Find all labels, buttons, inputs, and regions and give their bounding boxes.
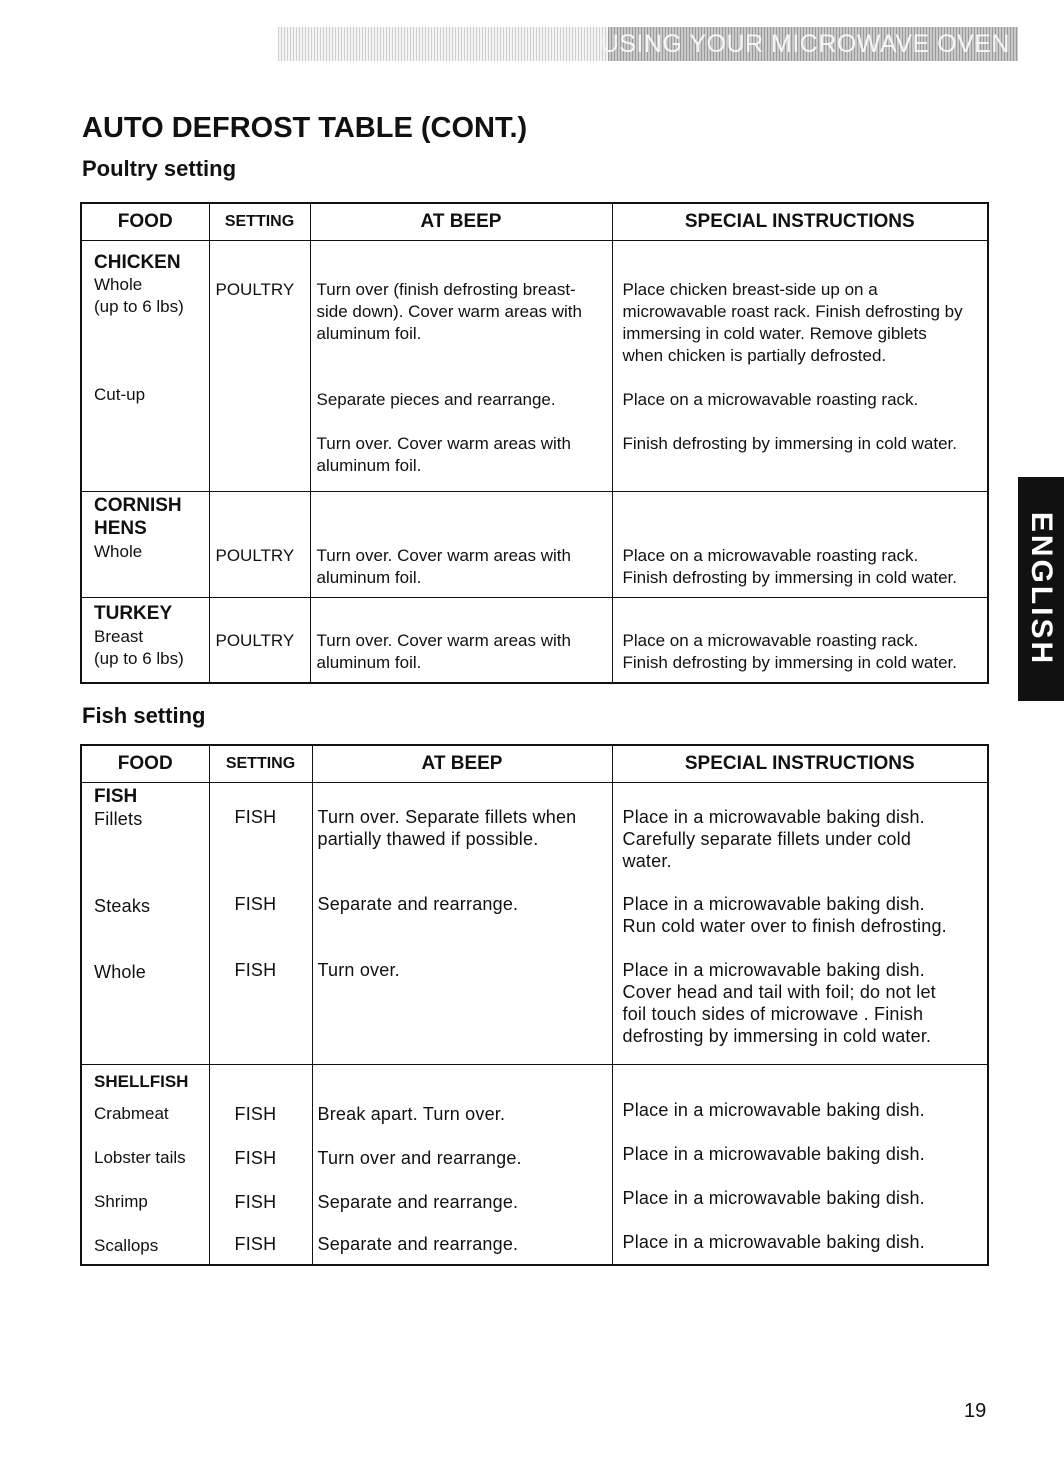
at-beep-cell (310, 492, 612, 598)
food-fish: FISH (94, 786, 138, 807)
column-header-special-instructions: SPECIAL INSTRUCTIONS (612, 745, 988, 783)
instruction-text: Place on a microwavable roasting rack. (622, 390, 919, 409)
setting-cell (209, 492, 310, 598)
instruction-text: Place in a microwavable baking dish. (622, 1232, 925, 1252)
beep-text: partially thawed if possible. (317, 829, 539, 849)
food-cell (81, 598, 209, 683)
instruction-text: Finish defrosting by immersing in cold water. (622, 653, 957, 672)
setting-value: FISH (234, 960, 277, 980)
food-shrimp: Shrimp (94, 1192, 148, 1211)
instructions-cell (612, 598, 988, 683)
instruction-text: defrosting by immersing in cold water. (622, 1026, 932, 1046)
table-row (81, 241, 988, 492)
page-number: 19 (964, 1400, 987, 1422)
chicken-group (81, 241, 988, 492)
food-whole: Whole (94, 962, 147, 982)
beep-text: Turn over. Cover warm areas with (316, 631, 571, 650)
setting-value: FISH (234, 1234, 277, 1254)
beep-text: Turn over. Cover warm areas with (316, 546, 571, 565)
setting-value: POULTRY (215, 631, 295, 650)
setting-value: POULTRY (215, 280, 295, 299)
table-row (81, 783, 988, 1065)
instructions-cell (612, 241, 988, 492)
beep-text: Separate and rearrange. (317, 1192, 519, 1212)
food-hens: HENS (94, 518, 147, 539)
header-banner-text: USING YOUR MICROWAVE OVEN (600, 30, 1010, 58)
at-beep-cell (310, 241, 612, 492)
column-header-setting: SETTING (209, 203, 310, 241)
instructions-cell (612, 492, 988, 598)
beep-text: Turn over. Separate fillets when (317, 807, 577, 827)
instruction-text: Cover head and tail with foil; do not let (622, 982, 936, 1002)
language-side-tab (1018, 477, 1064, 701)
instruction-text: Place chicken breast-side up on a (622, 280, 878, 299)
food-cell (81, 783, 209, 1065)
food-fillets: Fillets (94, 809, 143, 829)
page-title: AUTO DEFROST TABLE (CONT.) (82, 112, 528, 144)
column-header-food: FOOD (81, 203, 209, 241)
instruction-text: Place on a microwavable roasting rack. (622, 546, 919, 565)
poultry-heading: Poultry setting (82, 156, 237, 181)
instruction-text: foil touch sides of microwave . Finish (622, 1004, 924, 1024)
beep-text: Break apart. Turn over. (317, 1104, 506, 1124)
table-row (81, 598, 988, 683)
beep-text: side down). Cover warm areas with (316, 302, 582, 321)
food-chicken: CHICKEN (94, 252, 181, 273)
instruction-text: Finish defrosting by immersing in cold water. (622, 434, 957, 453)
instruction-text: Place on a microwavable roasting rack. (622, 631, 919, 650)
instructions-cell (612, 1065, 988, 1265)
beep-text: Separate and rearrange. (317, 894, 519, 914)
food-breast: Breast (94, 627, 144, 646)
food-cutup: Cut-up (94, 385, 146, 404)
column-header-setting: SETTING (209, 745, 312, 783)
food-lobster-tails: Lobster tails (94, 1148, 186, 1167)
beep-text: aluminum foil. (316, 653, 422, 672)
fish-group (81, 783, 988, 1065)
setting-cell (209, 241, 310, 492)
setting-value: FISH (234, 1148, 277, 1168)
instruction-text: Place in a microwavable baking dish. (622, 1144, 925, 1164)
setting-value: POULTRY (215, 546, 295, 565)
beep-text: Separate pieces and rearrange. (316, 390, 556, 409)
poultry-header-row (81, 203, 988, 241)
food-turkey: TURKEY (94, 603, 173, 624)
instruction-text: Place in a microwavable baking dish. (622, 807, 925, 827)
instruction-text: Finish defrosting by immersing in cold water. (622, 568, 957, 587)
column-header-at-beep: AT BEEP (310, 203, 612, 241)
food-scallops: Scallops (94, 1236, 159, 1255)
setting-cell (209, 783, 312, 1065)
instruction-text: immersing in cold water. Remove giblets (622, 324, 927, 343)
shellfish-group (81, 1065, 988, 1265)
fish-header-row (81, 745, 988, 783)
food-crabmeat: Crabmeat (94, 1104, 169, 1123)
setting-cell (209, 598, 310, 683)
language-side-tab-text: ENGLISH (1025, 511, 1058, 667)
beep-text: Separate and rearrange. (317, 1234, 519, 1254)
beep-text: Turn over and rearrange. (317, 1148, 522, 1168)
table-row (81, 1065, 988, 1265)
beep-text: Turn over. (317, 960, 400, 980)
setting-value: FISH (234, 807, 277, 827)
instruction-text: microwavable roast rack. Finish defrosting by (622, 302, 963, 321)
beep-text: Turn over (finish defrosting breast- (316, 280, 576, 299)
instruction-text: Run cold water over to finish defrosting. (622, 916, 947, 936)
at-beep-cell (312, 783, 612, 1065)
setting-value: FISH (234, 894, 277, 914)
food-steaks: Steaks (94, 896, 151, 916)
at-beep-cell (310, 598, 612, 683)
instruction-text: Place in a microwavable baking dish. (622, 1100, 925, 1120)
beep-text: Turn over. Cover warm areas with (316, 434, 571, 453)
poultry-table (80, 202, 989, 684)
food-cell (81, 492, 209, 598)
header-banner (278, 27, 1018, 61)
cornish-hens-group (81, 492, 988, 598)
instruction-text: Place in a microwavable baking dish. (622, 1188, 925, 1208)
food-cornish: CORNISH (94, 495, 182, 516)
column-header-at-beep: AT BEEP (312, 745, 612, 783)
setting-value: FISH (234, 1192, 277, 1212)
instruction-text: water. (622, 851, 672, 871)
instruction-text: Place in a microwavable baking dish. (622, 894, 925, 914)
column-header-food: FOOD (81, 745, 209, 783)
turkey-group (81, 598, 988, 683)
food-note: (up to 6 lbs) (94, 297, 184, 316)
beep-text: aluminum foil. (316, 456, 422, 475)
food-whole: Whole (94, 275, 143, 294)
fish-heading: Fish setting (82, 703, 206, 728)
setting-value: FISH (234, 1104, 277, 1124)
food-note: (up to 6 lbs) (94, 649, 184, 668)
food-shellfish: SHELLFISH (94, 1072, 189, 1091)
beep-text: aluminum foil. (316, 324, 422, 343)
column-header-special-instructions: SPECIAL INSTRUCTIONS (612, 203, 988, 241)
food-whole: Whole (94, 542, 143, 561)
setting-cell (209, 1065, 312, 1265)
instruction-text: Carefully separate fillets under cold (622, 829, 912, 849)
instruction-text: when chicken is partially defrosted. (622, 346, 887, 365)
instruction-text: Place in a microwavable baking dish. (622, 960, 925, 980)
food-cell (81, 1065, 209, 1265)
at-beep-cell (312, 1065, 612, 1265)
instructions-cell (612, 783, 988, 1065)
table-row (81, 492, 988, 598)
beep-text: aluminum foil. (316, 568, 422, 587)
food-cell (81, 241, 209, 492)
fish-table (80, 744, 989, 1266)
